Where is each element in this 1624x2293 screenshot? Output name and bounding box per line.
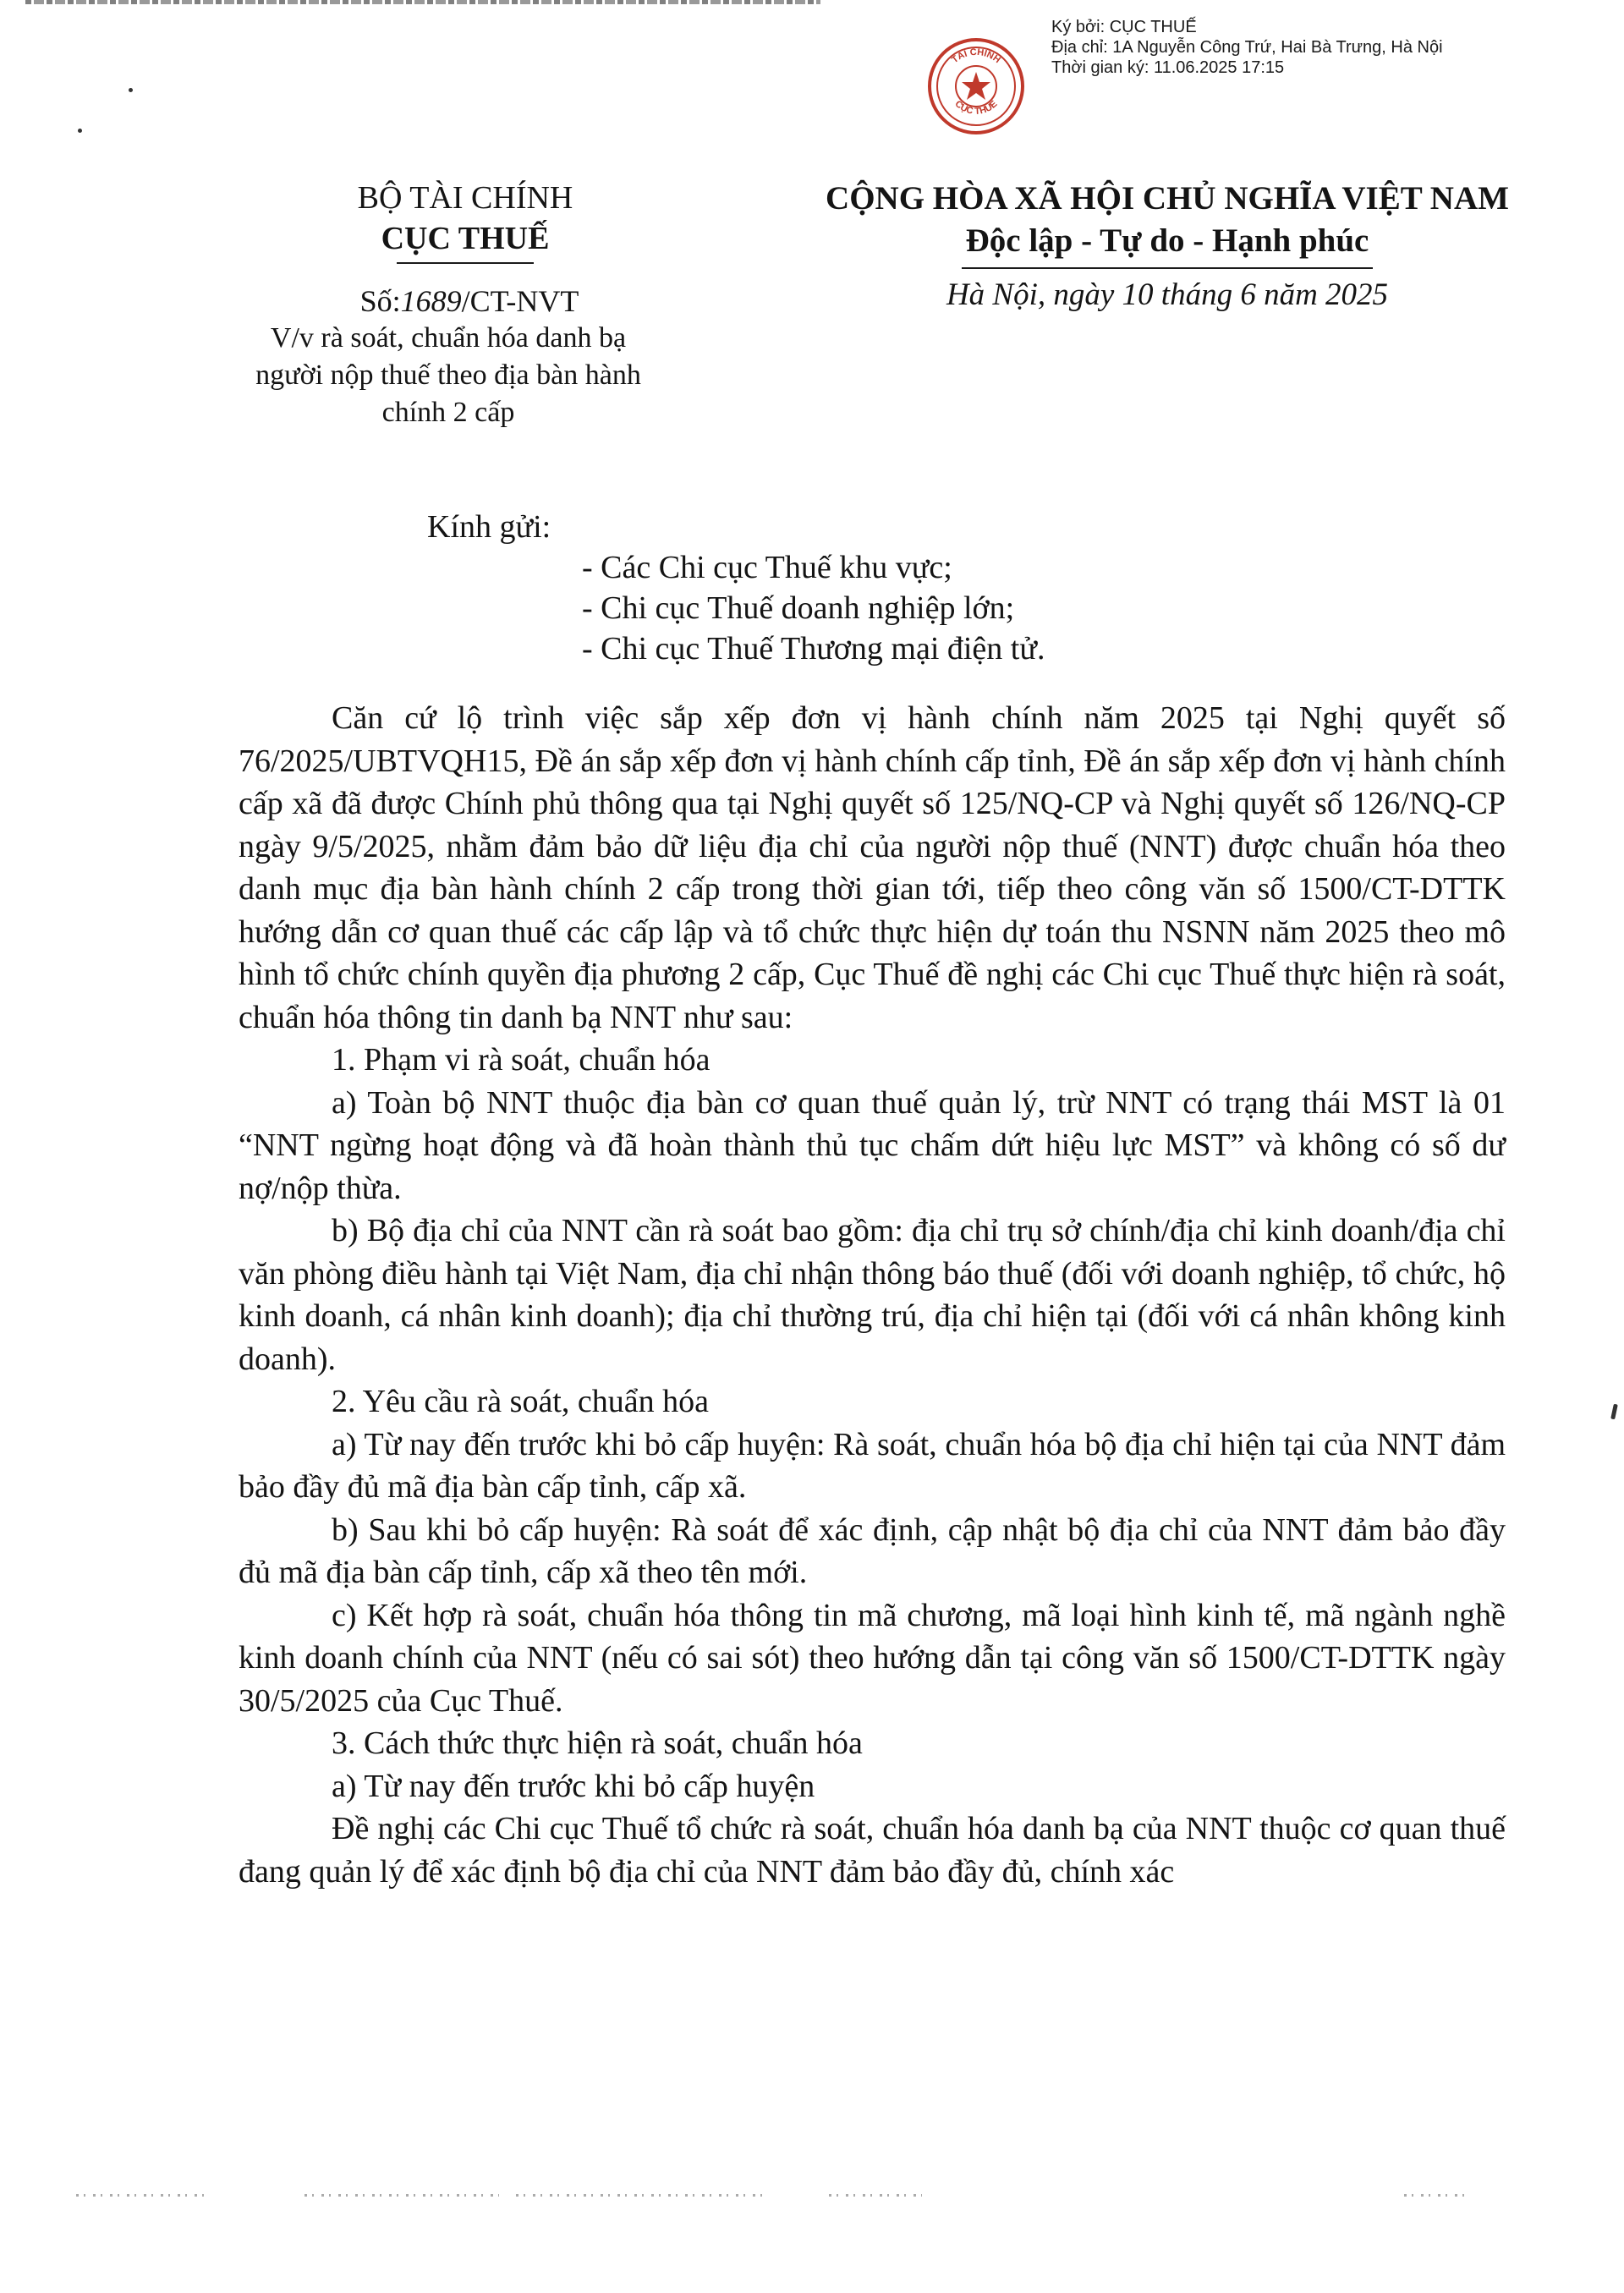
scan-dots bbox=[829, 2194, 922, 2197]
scan-speck bbox=[129, 88, 133, 92]
document-number bbox=[245, 283, 694, 320]
svg-text:CỤC THUẾ: CỤC THUẾ bbox=[952, 98, 1000, 117]
recipient-item: - Chi cục Thuế doanh nghiệp lớn; bbox=[582, 590, 1015, 626]
recipient-item: - Chi cục Thuế Thương mại điện tử. bbox=[582, 631, 1045, 667]
body-paragraph: b) Sau khi bỏ cấp huyện: Rà soát để xác định, cập nhật bộ địa chỉ của NNT đảm bảo đầy đủ mã địa bàn cấp tỉnh, cấp xã theo tên mới. bbox=[239, 1511, 1506, 1590]
country-name: CỘNG HÒA XÃ HỘI CHỦ NGHĨA VIỆT NAM bbox=[826, 180, 1509, 217]
date-month: 6 bbox=[1240, 277, 1256, 312]
document-subject: V/v rà soát, chuẩn hóa danh bạ người nộp thuế theo địa bàn hành chính 2 cấp bbox=[255, 322, 641, 428]
date-place: Hà Nội, ngày bbox=[946, 277, 1115, 312]
salutation: Kính gửi: bbox=[427, 509, 551, 545]
doc-number-suffix: /CT-NVT bbox=[461, 284, 579, 318]
seal-emblem-icon bbox=[926, 36, 1026, 136]
doc-number-handwritten: 1689 bbox=[400, 284, 462, 318]
signed-time: Thời gian ký: 11.06.2025 17:15 bbox=[1051, 58, 1285, 77]
body-paragraph: c) Kết hợp rà soát, chuẩn hóa thông tin mã chương, mã loại hình kinh tế, mã ngành nghề kinh doanh chính của NNT (nếu có sai sót) theo hướng dẫn tại công văn số 1500/CT-DTTK ngày 30/5/2025 của Cục Thuế. bbox=[239, 1597, 1506, 1719]
body-paragraph: b) Bộ địa chỉ của NNT cần rà soát bao gồm: địa chỉ trụ sở chính/địa chỉ kinh doanh/địa chỉ văn phòng điều hành tại Việt Nam, địa chỉ nhận thông báo thuế (đối với doanh nghiệp, tổ chức, hộ kinh doanh, cá nhân kinh doanh); địa chỉ thường trú, địa chỉ hiện tại (đối với cá nhân không kinh doanh). bbox=[239, 1213, 1506, 1377]
scan-dots bbox=[516, 2194, 770, 2197]
national-header bbox=[765, 178, 1569, 269]
date-year: năm 2025 bbox=[1264, 277, 1389, 312]
national-motto: Độc lập - Tự do - Hạnh phúc bbox=[965, 222, 1369, 259]
scan-dots bbox=[76, 2194, 211, 2197]
scan-speck bbox=[1610, 1404, 1618, 1420]
scan-dots bbox=[1404, 2194, 1472, 2197]
section-heading: 3. Cách thức thực hiện rà soát, chuẩn hóa bbox=[332, 1725, 863, 1761]
svg-text:TÀI CHÍNH: TÀI CHÍNH bbox=[950, 47, 1002, 66]
digital-signature-info bbox=[1051, 17, 1443, 78]
document-body bbox=[239, 697, 1506, 1893]
date-month-label: tháng bbox=[1160, 277, 1233, 312]
recipient-item: - Các Chi cục Thuế khu vực; bbox=[582, 550, 952, 585]
body-paragraph: a) Toàn bộ NNT thuộc địa bàn cơ quan thuế quản lý, trừ NNT có trạng thái MST là 01 “NNT ngừng hoạt động và đã hoàn thành thủ tục chấm dứt hiệu lực MST” và không có số dư nợ/nộp thừa. bbox=[239, 1084, 1506, 1206]
date-day: 10 bbox=[1122, 277, 1154, 312]
official-seal-image bbox=[926, 36, 1026, 136]
subsection-heading: a) Từ nay đến trước khi bỏ cấp huyện bbox=[332, 1768, 815, 1804]
signed-by: Ký bởi: CỤC THUẾ bbox=[1051, 18, 1197, 36]
body-paragraph: Căn cứ lộ trình việc sắp xếp đơn vị hành chính năm 2025 tại Nghị quyết số 76/2025/UBTVQH15, Đề án sắp xếp đơn vị hành chính cấp tỉnh, Đề án sắp xếp đơn vị hành chính cấp xã đã được Chính phủ thông qua tại Nghị quyết số 125/NQ-CP và Nghị quyết số 126/NQ-CP ngày 9/5/2025, nhằm đảm bảo dữ liệu địa chỉ của người nộp thuế (NNT) được chuẩn hóa theo danh mục địa bàn hành chính 2 cấp trong thời gian tới, tiếp theo công văn số 1500/CT-DTTK hướng dẫn cơ quan thuế các cấp lập và tổ chức thực hiện dự toán thu NSNN năm 2025 theo mô hình tổ chức chính quyền địa phương 2 cấp, Cục Thuế đề nghị các Chi cục Thuế thực hiện rà soát, chuẩn hóa thông tin danh bạ NNT như sau: bbox=[239, 700, 1506, 1035]
issuer-header bbox=[254, 178, 677, 264]
agency-name: CỤC THUẾ bbox=[381, 221, 550, 256]
section-heading: 1. Phạm vi rà soát, chuẩn hóa bbox=[332, 1042, 710, 1078]
divider bbox=[397, 262, 534, 264]
divider bbox=[962, 267, 1373, 269]
scan-edge-line bbox=[25, 0, 820, 4]
date-line bbox=[765, 276, 1569, 315]
body-paragraph: a) Từ nay đến trước khi bỏ cấp huyện: Rà soát, chuẩn hóa bộ địa chỉ hiện tại của NNT đảm bảo đầy đủ mã địa bàn cấp tỉnh, cấp xã. bbox=[239, 1426, 1506, 1505]
scan-speck bbox=[78, 129, 82, 133]
ministry-name: BỘ TÀI CHÍNH bbox=[357, 180, 573, 216]
body-paragraph: Đề nghị các Chi cục Thuế tổ chức rà soát, chuẩn hóa danh bạ của NNT thuộc cơ quan thuế đang quản lý để xác định bộ địa chỉ của NNT đảm bảo đầy đủ, chính xác bbox=[239, 1811, 1506, 1890]
section-heading: 2. Yêu cầu rà soát, chuẩn hóa bbox=[332, 1384, 709, 1419]
signer-address: Địa chỉ: 1A Nguyễn Công Trứ, Hai Bà Trưng, Hà Nội bbox=[1051, 38, 1443, 57]
recipient-list bbox=[582, 547, 1045, 669]
doc-number-prefix: Số: bbox=[359, 284, 401, 318]
scan-dots bbox=[304, 2194, 499, 2197]
